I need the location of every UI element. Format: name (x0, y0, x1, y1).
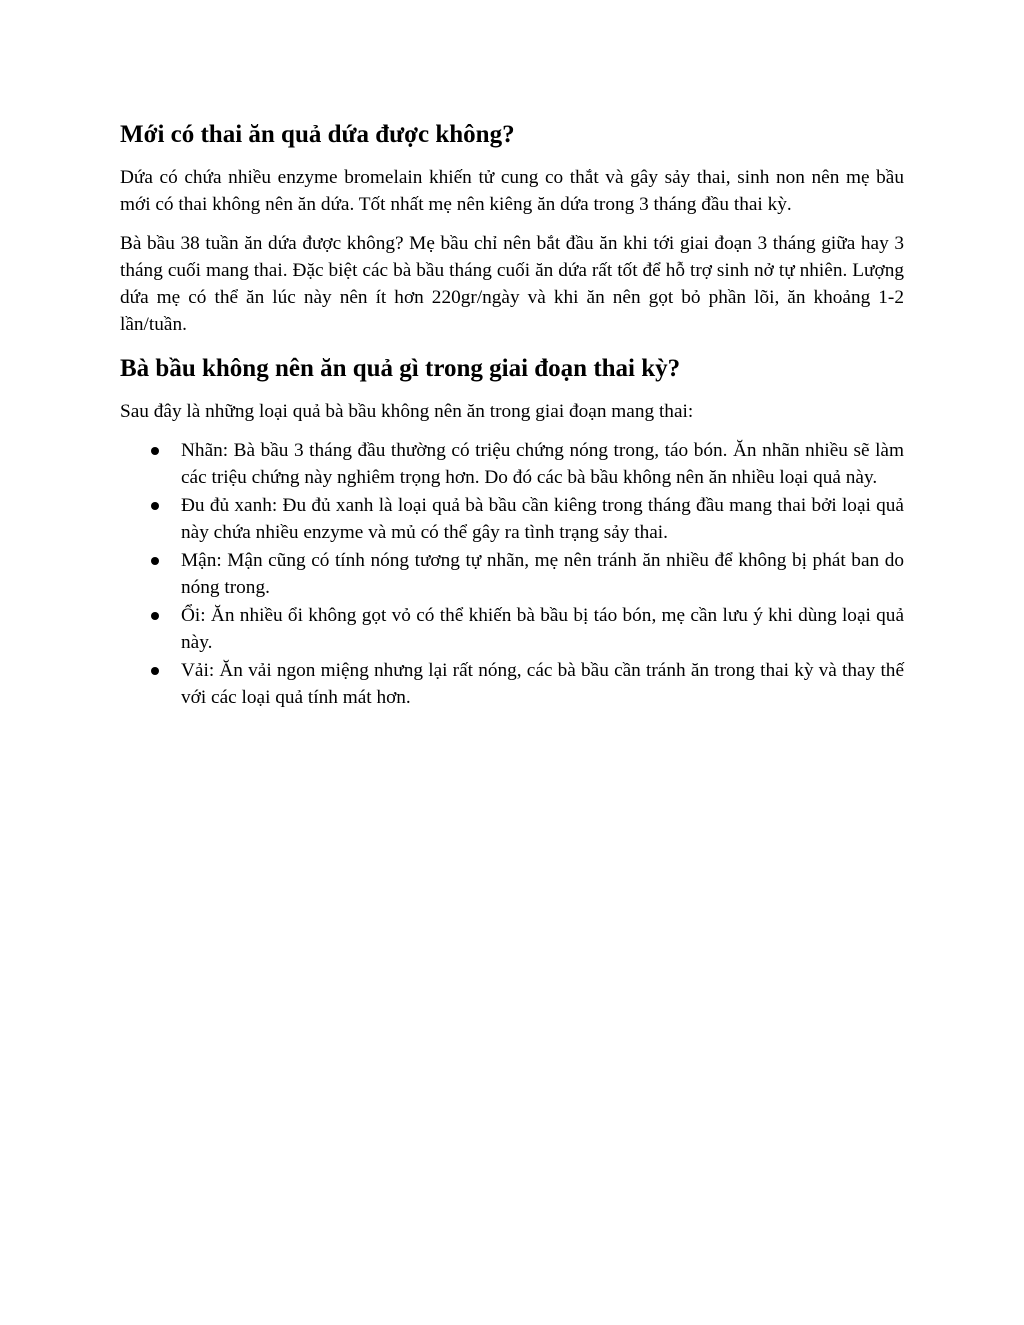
list-item (120, 602, 904, 656)
fruit-list (120, 437, 904, 711)
paragraph-38-weeks: Bà bầu 38 tuần ăn dứa được không? Mẹ bầu chỉ nên bắt đầu ăn khi tới giai đoạn 3 tháng giữa hay 3 tháng cuối mang thai. Đặc biệt các bà bầu tháng cuối ăn dứa rất tốt để hỗ trợ sinh nở tự nhiên. Lượng dứa mẹ có thể ăn lúc này nên ít hơn 220gr/ngày và khi ăn nên gọt bỏ phần lõi, ăn khoảng 1-2 lần/tuần. (120, 233, 904, 335)
list-item-text: Mận: Mận cũng có tính nóng tương tự nhãn, mẹ nên tránh ăn nhiều để không bị phát ban do nóng trong. (181, 550, 904, 598)
list-item (120, 547, 904, 601)
section-heading-pineapple: Mới có thai ăn quả dứa được không? (120, 121, 515, 148)
list-item (120, 437, 904, 491)
paragraph-intro-list: Sau đây là những loại quả bà bầu không nên ăn trong giai đoạn mang thai: (120, 401, 694, 422)
list-item-text: Đu đủ xanh: Đu đủ xanh là loại quả bà bầu cần kiêng trong tháng đầu mang thai bởi loại quả này chứa nhiều enzyme và mủ có thể gây ra tình trạng sảy thai. (181, 495, 904, 543)
bullet-icon (151, 557, 159, 565)
document-page (120, 118, 904, 712)
paragraph-bromelain: Dứa có chứa nhiều enzyme bromelain khiến tử cung co thắt và gây sảy thai, sinh non nên mẹ bầu mới có thai không nên ăn dứa. Tốt nhất mẹ nên kiêng ăn dứa trong 3 tháng đầu thai kỳ. (120, 167, 904, 215)
list-item-text: Nhãn: Bà bầu 3 tháng đầu thường có triệu chứng nóng trong, táo bón. Ăn nhãn nhiều sẽ làm các triệu chứng này nghiêm trọng hơn. Do đó các bà bầu không nên ăn nhiều loại quả này. (181, 440, 904, 488)
bullet-icon (151, 447, 159, 455)
list-item-text: Vải: Ăn vải ngon miệng nhưng lại rất nóng, các bà bầu cần tránh ăn trong thai kỳ và thay thế với các loại quả tính mát hơn. (181, 660, 904, 708)
list-item (120, 657, 904, 711)
bullet-icon (151, 612, 159, 620)
section-heading-fruits-to-avoid: Bà bầu không nên ăn quả gì trong giai đoạn thai kỳ? (120, 355, 681, 382)
bullet-icon (151, 502, 159, 510)
list-item-text: Ổi: Ăn nhiều ổi không gọt vỏ có thể khiến bà bầu bị táo bón, mẹ cần lưu ý khi dùng loại quả này. (181, 605, 904, 653)
list-item (120, 492, 904, 546)
bullet-icon (151, 667, 159, 675)
